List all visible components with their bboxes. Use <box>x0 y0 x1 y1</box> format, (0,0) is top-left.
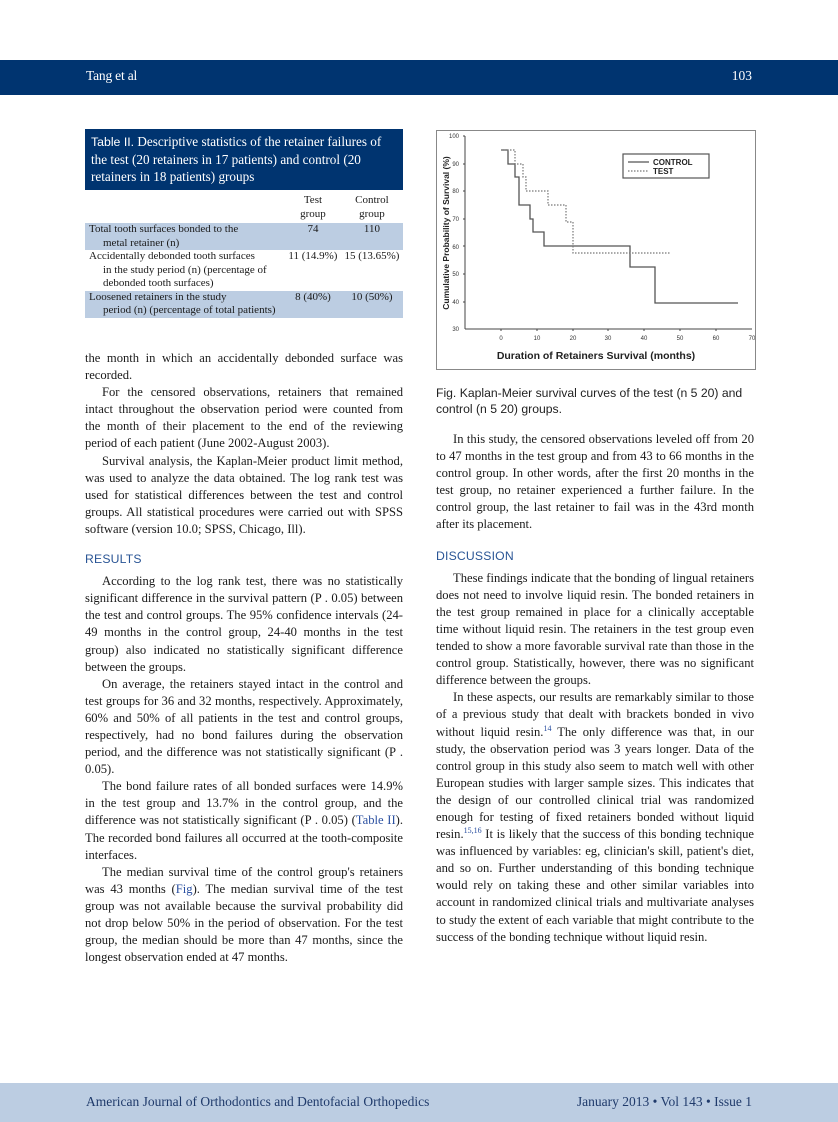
svg-text:50: 50 <box>676 336 684 342</box>
x-axis-label: Duration of Retainers Survival (months) <box>496 350 696 362</box>
results-heading: RESULTS <box>85 552 142 567</box>
paragraph: the month in which an accidentally debonded surface was recorded. <box>85 351 403 383</box>
cell-test: 8 (40%) <box>285 291 341 318</box>
svg-text:70: 70 <box>748 336 755 342</box>
table-ii <box>85 129 403 318</box>
x-tick-labels <box>499 336 755 342</box>
row-label: Accidentally debonded tooth surfaces in the study period (n) (percentage of debonded tooth surfaces) <box>89 250 267 289</box>
paragraph: In these aspects, our results are remarkably similar to those of a previous study that dealt with brackets bonded in vivo without liquid resin.$^{14}$ The only difference was that, in our study, the observation period was 3 years longer. Data of the control group in this study also seem to match well with other European studies with larger sample sizes. This indicates that the design of our controlled clinical trial was randomized enough for testing of fixed retainers bonded without liquid resin.$^{15,16}$ It is likely that the success of this bonding technique was influenced by variables: eg, clinician's skill, patient's diet, and so on. Further understanding of this bonding technique would rely on taking these and other similar variables into account in randomized clinical trials and multivariate analyses to study the extent of each variable that might contribute to the success of the bonding technique without liquid resin. <box>436 690 755 944</box>
table-title <box>85 129 403 190</box>
paragraph: According to the log rank test, there was no statistically significant difference in the survival pattern (P . 0.05) between the test and control groups. The 95% confidence intervals (24-49 months in the control group, 24-40 months in the test group) also indicated no statistically significant difference between the groups. <box>85 574 403 674</box>
paragraph: These findings indicate that the bonding of lingual retainers does not need to involve liquid resin. The bonded retainers in the test group remained in place for a clinically acceptable time without liquid resin. The retainers in the test group even tended to show a more favorable survival rate than those in the control group. Statistically, however, there was no significant difference between the groups. <box>436 570 754 688</box>
y-axis-label: Cumulative Probability of Survival (%) <box>441 156 451 310</box>
svg-text:0: 0 <box>499 336 503 342</box>
paragraph: Survival analysis, the Kaplan-Meier product limit method, was used to analyze the data obtained. The log rank test was used for statistical differences between the test and control groups. All statistical procedures were carried out with SPSS software (version 10.0; SPSS, Chicago, Ill). <box>85 453 403 536</box>
figure-link[interactable]: Fig <box>175 881 193 896</box>
header-test: Test group <box>300 194 326 220</box>
paragraph: In this study, the censored observations leveled off from 20 to 47 months in the test group and from 43 to 66 months in the control group. In other words, after the first 20 months in the test group, no retainer experienced a further failure. In the control group, the last retainer to fail was in the 43rd month after its placement. <box>436 432 754 532</box>
reference-15-16[interactable]: 15,16 <box>463 825 482 835</box>
running-header <box>0 60 838 95</box>
svg-text:90: 90 <box>452 162 459 168</box>
paragraph: On average, the retainers stayed intact in the control and test groups for 36 and 32 months, respectively. Approximately, 60% and 50% of all patients in the test and control groups, respectively, had no bond failures during the observation period, and the difference was not statistically significant (P . 0.05). <box>85 676 403 777</box>
kaplan-meier-figure <box>436 130 756 370</box>
cell-test: 74 <box>285 223 341 250</box>
paragraph: For the censored observations, retainers that remained intact throughout the observation period were counted from the month of their placement to the end of the reviewing period of each patient (June 2002-August 2003). <box>85 385 403 451</box>
table-ii-link[interactable]: Table II <box>355 813 396 828</box>
reference-14[interactable]: 14 <box>543 723 552 733</box>
row-label: Loosened retainers in the study period (n) (percentage of total patients) <box>85 291 285 318</box>
figure-caption: Fig. Kaplan-Meier survival curves of the test (n 5 20) and control (n 5 20) groups. <box>436 386 743 416</box>
table-label: Table II. <box>91 135 135 149</box>
svg-text:50: 50 <box>452 272 459 278</box>
cell-control: 10 (50%) <box>341 291 403 318</box>
issue-info: January 2013 • Vol 143 • Issue 1 <box>576 1094 752 1109</box>
left-column <box>85 350 403 966</box>
svg-text:60: 60 <box>452 245 459 251</box>
running-title: Tang et al <box>86 68 138 83</box>
cell-test: 11 (14.9%) <box>288 250 338 262</box>
svg-text:10: 10 <box>533 336 541 342</box>
table-row <box>85 291 403 318</box>
svg-text:30: 30 <box>604 336 612 342</box>
table-row <box>85 223 403 250</box>
svg-text:30: 30 <box>452 327 459 333</box>
table-title-text: Descriptive statistics of the retainer failures of the test (20 retainers in 17 patients) and control (20 retainers in 18 patients) groups <box>91 134 382 184</box>
right-column <box>436 431 754 946</box>
chart-legend <box>623 154 709 178</box>
svg-text:40: 40 <box>640 336 648 342</box>
header-blank <box>85 194 285 223</box>
paragraph: The median survival time of the control group's retainers was 43 months (Fig). The median survival time of the test group was not available because the survival probability did not drop below 50% in the period of observation. For the test group, the median should be more than 47 months, since the longest observation ended at 47 months. <box>85 864 404 965</box>
legend-control: CONTROL <box>653 158 693 167</box>
header-control: Control group <box>355 194 389 220</box>
row-label: Total tooth surfaces bonded to the metal retainer (n) <box>85 223 285 250</box>
running-footer <box>0 1083 838 1122</box>
svg-text:80: 80 <box>452 189 459 195</box>
table-header-row <box>85 194 403 223</box>
table-row <box>85 250 403 291</box>
discussion-heading: DISCUSSION <box>436 548 514 563</box>
page-number: 103 <box>731 68 752 83</box>
svg-text:100: 100 <box>448 134 459 140</box>
journal-name: American Journal of Orthodontics and Dentofacial Orthopedics <box>86 1094 430 1109</box>
svg-text:40: 40 <box>452 300 459 306</box>
svg-text:20: 20 <box>569 336 577 342</box>
svg-text:70: 70 <box>452 217 459 223</box>
cell-control: 110 <box>341 223 403 250</box>
cell-control: 15 (13.65%) <box>344 250 400 262</box>
svg-text:60: 60 <box>712 336 720 342</box>
legend-test: TEST <box>653 167 674 176</box>
stats-table <box>85 194 403 318</box>
paragraph: The bond failure rates of all bonded surfaces were 14.9% in the test group and 13.7% in the control group, and the difference was not statistically significant (P . 0.05) (Table II). The recorded bond failures all occurred at the tooth-composite interfaces. <box>85 779 404 862</box>
survival-chart <box>437 131 755 369</box>
